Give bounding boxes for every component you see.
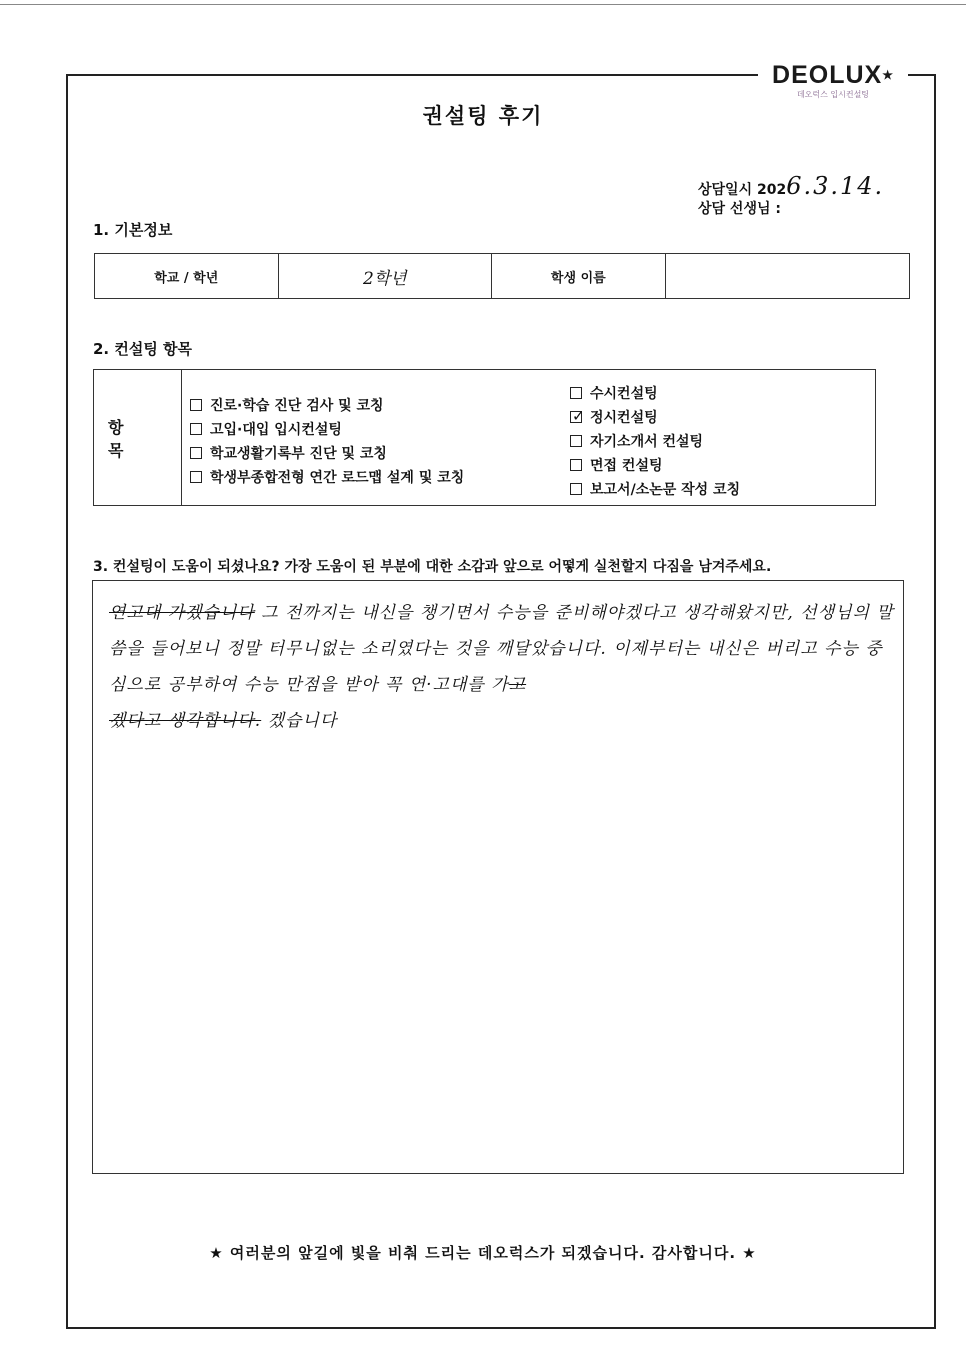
checkbox-icon[interactable] (190, 423, 202, 435)
review-answer-box[interactable] (92, 580, 904, 1174)
checkbox-icon[interactable] (570, 483, 582, 495)
checkbox-icon[interactable] (570, 435, 582, 447)
checkbox-icon[interactable] (190, 447, 202, 459)
brand-star-icon: ★ (882, 68, 894, 82)
consult-teacher-label: 상담 선생님 : (698, 201, 781, 217)
section1-heading: 1. 기본정보 (93, 221, 173, 239)
consult-date (698, 172, 884, 200)
basic-info-table (94, 253, 910, 299)
option-self-intro[interactable] (570, 430, 740, 454)
school-grade-value[interactable]: 2학년 (279, 254, 492, 298)
student-name-label: 학생 이름 (492, 254, 666, 298)
checkbox-icon[interactable] (190, 471, 202, 483)
option-jeongsi[interactable] (570, 406, 740, 430)
option-report-coaching[interactable] (570, 478, 740, 502)
consult-date-label: 상담일시 202 (698, 182, 787, 198)
items-row-label: 항 목 (94, 370, 182, 505)
checkbox-checked-icon[interactable] (570, 411, 582, 423)
answer-struck-text: 고 (508, 675, 527, 695)
consult-date-value: 6.3.14. (786, 172, 885, 200)
option-label: 면접 컨설팅 (590, 458, 663, 474)
checkbox-icon[interactable] (570, 459, 582, 471)
option-career-diagnosis[interactable] (190, 394, 464, 418)
brand-name: DEOLUX (772, 61, 883, 89)
option-label: 보고서/소논문 작성 코칭 (590, 482, 741, 498)
student-name-value[interactable] (666, 254, 909, 298)
section2-heading: 2. 컨설팅 항목 (93, 340, 193, 358)
option-label: 자기소개서 컨설팅 (590, 434, 704, 450)
answer-text: 겠습니다 (261, 711, 338, 731)
checkbox-icon[interactable] (190, 399, 202, 411)
option-record-diagnosis[interactable] (190, 442, 464, 466)
option-admission-consulting[interactable] (190, 418, 464, 442)
form-title: 권설팅 후기 (422, 104, 544, 128)
option-susi[interactable] (570, 382, 740, 406)
option-roadmap-coaching[interactable] (190, 466, 464, 490)
items-right-column (570, 382, 740, 502)
option-label: 진로·학습 진단 검사 및 코칭 (210, 398, 384, 414)
answer-struck-text: 겠다고 생각합니다. (109, 711, 262, 731)
section3-question: 3. 컨설팅이 도움이 되셨나요? 가장 도움이 된 부분에 대한 소감과 앞으로 어떻게 실천할지 다짐을 남겨주세요. (93, 559, 772, 575)
option-interview[interactable] (570, 454, 740, 478)
answer-struck-text: 연고대 가겠습니다 (109, 603, 255, 623)
option-label: 학교생활기록부 진단 및 코칭 (210, 446, 387, 462)
brand-subtitle: 데오럭스 입시컨설팅 (796, 90, 870, 99)
option-label: 고입·대입 입시컨설팅 (210, 422, 342, 438)
footer-message: ★ 여러분의 앞길에 빛을 비춰 드리는 데오럭스가 되겠습니다. 감사합니다. ★ (209, 1244, 757, 1262)
option-label: 수시컨설팅 (590, 386, 658, 402)
option-label: 학생부종합전형 연간 로드맵 설계 및 코칭 (210, 470, 465, 486)
school-grade-label: 학교 / 학년 (95, 254, 279, 298)
consulting-items-table (93, 369, 876, 506)
items-left-column (190, 394, 464, 490)
review-answer-text (109, 595, 894, 739)
scan-edge-line (0, 4, 966, 5)
option-label: 정시컨설팅 (590, 410, 658, 426)
answer-text: 그 전까지는 내신을 챙기면서 수능을 준비해야겠다고 생각해왔지만, 선생님의 말씀을 들어보니 정말 터무니없는 소리였다는 것을 깨달았습니다. 이제부터는 내신은 버리고 수능 중심으로 공부하여 수능 만점을 받아 꼭 연·고대를 가 (109, 603, 894, 695)
checkbox-icon[interactable] (570, 387, 582, 399)
